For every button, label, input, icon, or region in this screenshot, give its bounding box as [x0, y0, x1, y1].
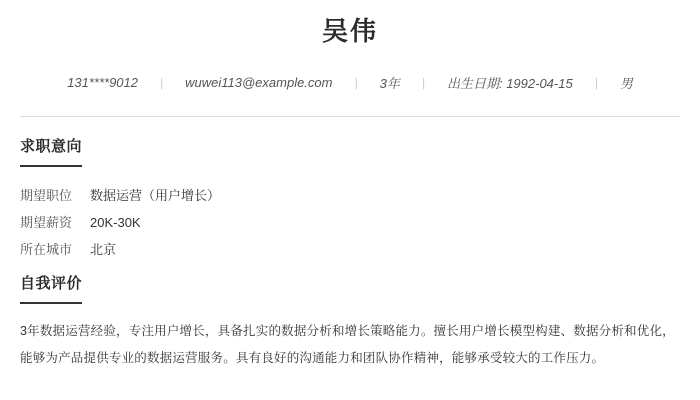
contact-separator: |	[160, 75, 164, 90]
row-current-city	[20, 243, 680, 256]
job-intention-rows	[20, 189, 680, 256]
gender: 男	[619, 76, 633, 92]
years-experience: 3年	[379, 76, 400, 92]
contact-line	[20, 73, 680, 92]
section-job-intention	[20, 138, 680, 256]
row-label: 所在城市	[20, 242, 73, 258]
header-divider	[20, 116, 680, 117]
resume-header	[20, 16, 680, 92]
contact-separator: |	[594, 75, 598, 90]
section-title-job-intention: 求职意向	[20, 138, 82, 167]
row-value: 20K-30K	[90, 215, 141, 231]
section-title-self-evaluation: 自我评价	[20, 275, 82, 304]
row-value: 北京	[90, 242, 117, 258]
contact-separator: |	[354, 75, 358, 90]
candidate-name: 吴伟	[321, 16, 378, 46]
row-label: 期望薪资	[20, 215, 73, 231]
self-evaluation-text: 3年数据运营经验，专注用户增长，具备扎实的数据分析和增长策略能力。擅长用户增长模型构建、数据分析和优化，能够为产品提供专业的数据运营服务。具有良好的沟通能力和团队协作精神，能够承受较大的工作压力。	[20, 324, 675, 366]
section-self-evaluation	[20, 275, 680, 372]
row-label: 期望职位	[20, 188, 73, 204]
contact-separator: |	[421, 75, 425, 90]
row-value: 数据运营（用户增长）	[90, 188, 221, 204]
row-expected-salary	[20, 216, 680, 229]
birth-date: 出生日期: 1992-04-15	[446, 76, 573, 92]
row-expected-position	[20, 189, 680, 202]
phone-number: 131****9012	[67, 75, 138, 91]
email-address: wuwei113@example.com	[185, 75, 333, 91]
